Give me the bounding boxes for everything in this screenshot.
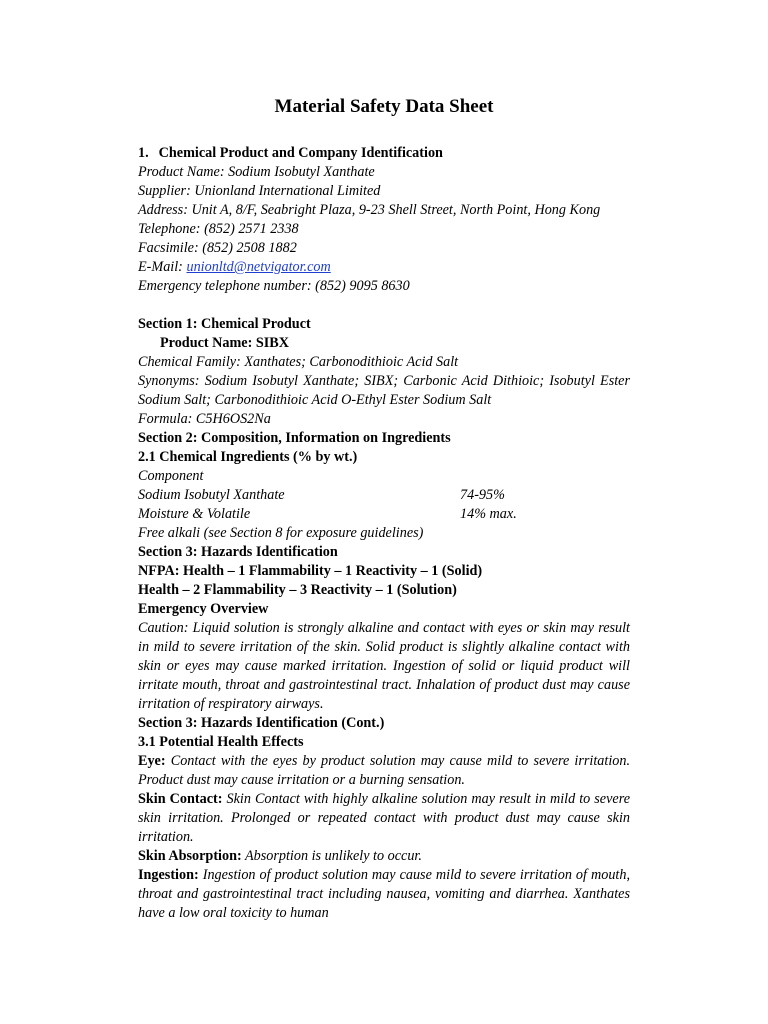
section3-cont-heading: Section 3: Hazards Identification (Cont.)	[138, 715, 385, 731]
chemical-family-line: Chemical Family: Xanthates; Carbonodithioic Acid Salt	[138, 354, 459, 370]
skin-contact-text: Skin Contact with highly alkaline solution may result in mild to severe	[222, 791, 630, 807]
skin-contact-line	[138, 790, 630, 809]
eye-text: Contact with the eyes by product solution may cause mild to severe irritation.	[165, 753, 630, 769]
caution-line: Caution: Liquid solution is strongly alkaline and contact with eyes or skin may result	[138, 620, 630, 636]
eye-effect-line	[138, 752, 630, 771]
emergency-overview-heading: Emergency Overview	[138, 601, 269, 617]
ingredient-value: 74-95%	[460, 487, 505, 503]
skin-absorption-line	[138, 847, 630, 866]
skin-absorption-text: Absorption is unlikely to occur.	[241, 848, 422, 864]
section2-heading: Section 2: Composition, Information on Ingredients	[138, 430, 451, 446]
spacer	[138, 296, 630, 315]
ingredient-name: Sodium Isobutyl Xanthate	[138, 487, 285, 503]
telephone-line: Telephone: (852) 2571 2338	[138, 221, 299, 237]
health-effects-subheading: 3.1 Potential Health Effects	[138, 734, 304, 750]
ingredient-value: 14% max.	[460, 506, 517, 522]
emergency-phone-line: Emergency telephone number: (852) 9095 8630	[138, 278, 410, 294]
caution-line: in mild to severe irritation of the skin. Solid product is slightly alkaline contact with	[138, 639, 630, 655]
caution-line: skin or eyes may cause marked irritation. Ingestion of solid or liquid product will	[138, 658, 630, 674]
eye-effect-line-2: Product dust may cause irritation or a burning sensation.	[138, 772, 465, 788]
eye-label: Eye:	[138, 753, 166, 769]
skin-absorption-label: Skin Absorption:	[138, 848, 242, 864]
synonyms-line-1: Synonyms: Sodium Isobutyl Xanthate; SIBX; Carbonic Acid Dithioic; Isobutyl Ester	[138, 373, 630, 389]
skin-contact-label: Skin Contact:	[138, 791, 223, 807]
section-number: 1.	[138, 145, 149, 161]
email-link[interactable]: unionltd@netvigator.com	[186, 259, 331, 275]
ingestion-text: Ingestion of product solution may cause mild to severe irritation of mouth,	[198, 867, 630, 883]
ingestion-label: Ingestion:	[138, 867, 199, 883]
section3-heading: Section 3: Hazards Identification	[138, 544, 338, 560]
document-body	[138, 144, 630, 923]
section2-subheading: 2.1 Chemical Ingredients (% by wt.)	[138, 449, 358, 465]
email-label: E-Mail:	[138, 259, 187, 275]
ingestion-line-2: throat and gastrointestinal tract including nausea, vomiting and diarrhea. Xanthates	[138, 886, 630, 902]
ingestion-line-3: have a low oral toxicity to human	[138, 905, 329, 921]
email-line	[138, 258, 630, 277]
section-heading-company	[138, 144, 630, 163]
section1-heading: Section 1: Chemical Product	[138, 316, 311, 332]
ingredient-name: Moisture & Volatile	[138, 506, 251, 522]
section1-product-name: Product Name: SIBX	[160, 335, 289, 351]
facsimile-line: Facsimile: (852) 2508 1882	[138, 240, 297, 256]
address-line: Address: Unit A, 8/F, Seabright Plaza, 9-23 Shell Street, North Point, Hong Kong	[138, 202, 601, 218]
health-rating-line: Health – 2 Flammability – 3 Reactivity – 1 (Solution)	[138, 582, 457, 598]
supplier-line: Supplier: Unionland International Limited	[138, 183, 381, 199]
ingredient-row	[138, 486, 630, 505]
component-header: Component	[138, 468, 204, 484]
synonyms-line-2: Sodium Salt; Carbonodithioic Acid O-Ethyl Ester Sodium Salt	[138, 392, 492, 408]
free-alkali-note: Free alkali (see Section 8 for exposure guidelines)	[138, 525, 424, 541]
skin-contact-line-3: irritation.	[138, 829, 194, 845]
section-heading-text: Chemical Product and Company Identification	[158, 145, 443, 161]
ingredient-row	[138, 505, 630, 524]
product-name-line: Product Name: Sodium Isobutyl Xanthate	[138, 164, 375, 180]
caution-line: irritate mouth, throat and gastrointestinal tract. Inhalation of product dust may cause	[138, 677, 630, 693]
document-title: Material Safety Data Sheet	[274, 96, 494, 117]
formula-line: Formula: C5H6OS2Na	[138, 411, 271, 427]
caution-line: irritation of respiratory airways.	[138, 696, 324, 712]
nfpa-line: NFPA: Health – 1 Flammability – 1 Reactivity – 1 (Solid)	[138, 563, 483, 579]
ingestion-line	[138, 866, 630, 885]
skin-contact-line-2: skin irritation. Prolonged or repeated contact with product dust may cause skin	[138, 810, 630, 826]
